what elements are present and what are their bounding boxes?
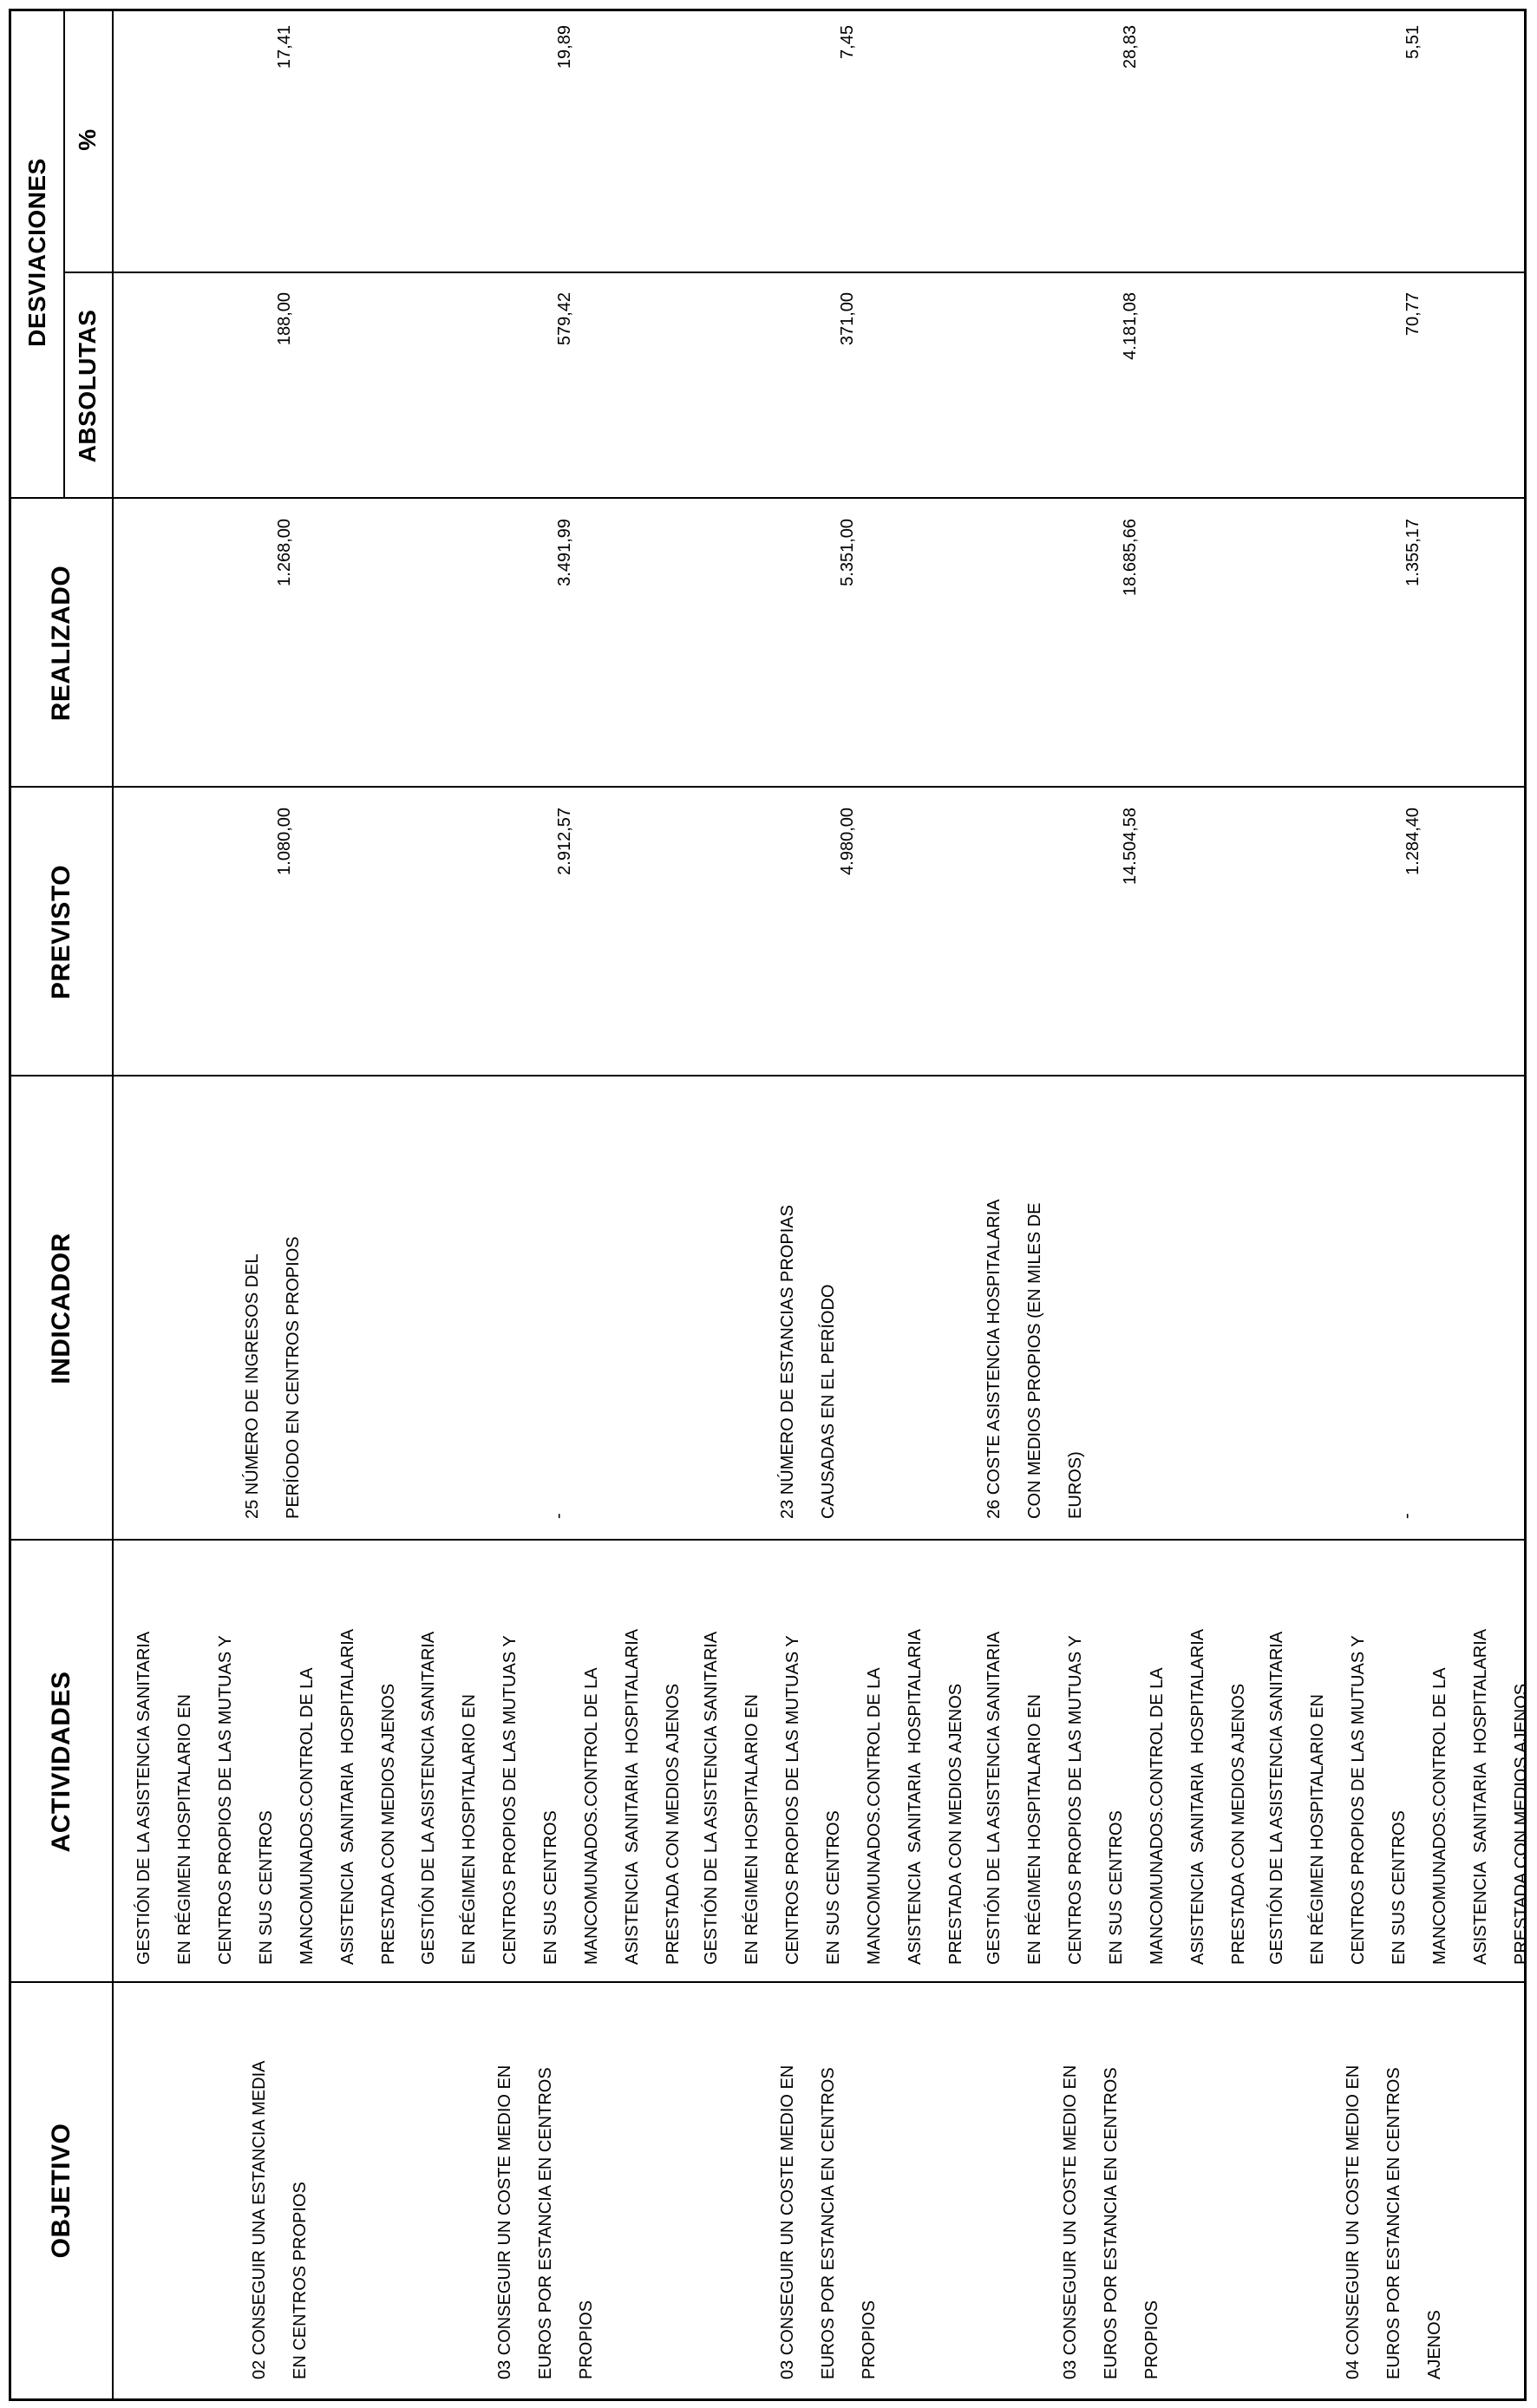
previsto-cell: 14.504,58 xyxy=(1121,808,1140,885)
indicador-cell: - xyxy=(1397,1513,1416,1519)
actividades-cell: GESTIÓN DE LA ASISTENCIA SANITARIA EN RÉGIMEN HOSPITALARIO EN CENTROS PROPIOS DE LAS MUTUAS Y EN SUS CENTROS MANCOMUNADOS.CONTROL DE LA ASISTENCIA SANITARIA HOSPITALARIA PRESTADA CON MEDIOS AJENOS xyxy=(702,1628,965,1965)
porcentaje-cell: 17,41 xyxy=(275,25,294,69)
header-previsto: PREVISTO xyxy=(47,864,75,1000)
absolutas-cell: 579,42 xyxy=(555,292,574,346)
indicador-cell: - xyxy=(549,1513,568,1519)
actividades-cell: GESTIÓN DE LA ASISTENCIA SANITARIA EN RÉGIMEN HOSPITALARIO EN CENTROS PROPIOS DE LAS MUTUAS Y EN SUS CENTROS MANCOMUNADOS.CONTROL DE LA ASISTENCIA SANITARIA HOSPITALARIA PRESTADA CON MEDIOS AJENOS xyxy=(984,1628,1248,1965)
porcentaje-cell: 28,83 xyxy=(1121,25,1140,69)
porcentaje-cell: 7,45 xyxy=(838,25,857,59)
column-divider xyxy=(11,497,1524,499)
previsto-cell: 2.912,57 xyxy=(555,808,574,875)
absolutas-cell: 4.181,08 xyxy=(1121,292,1140,360)
header-desviaciones: DESVIACIONES xyxy=(23,158,50,347)
porcentaje-cell: 19,89 xyxy=(555,25,574,69)
realizado-cell: 18.685,66 xyxy=(1121,519,1140,596)
absolutas-cell: 70,77 xyxy=(1403,292,1423,337)
absolutas-cell: 371,00 xyxy=(838,292,857,346)
actividades-cell: GESTIÓN DE LA ASISTENCIA SANITARIA EN RÉGIMEN HOSPITALARIO EN CENTROS PROPIOS DE LAS MUTUAS Y EN SUS CENTROS MANCOMUNADOS.CONTROL DE LA ASISTENCIA SANITARIA HOSPITALARIA PRESTADA CON MEDIOS AJENOS xyxy=(419,1628,683,1965)
header-divider xyxy=(112,11,114,2398)
previsto-cell: 1.080,00 xyxy=(275,808,294,875)
realizado-cell: 1.268,00 xyxy=(275,519,294,586)
column-divider xyxy=(11,786,1524,788)
realizado-cell: 3.491,99 xyxy=(555,519,574,586)
objetivo-cell: 04 CONSEGUIR UN COSTE MEDIO EN EUROS POR ESTANCIA EN CENTROS AJENOS xyxy=(1344,2064,1444,2379)
objetivo-cell: 03 CONSEGUIR UN COSTE MEDIO EN EUROS POR ESTANCIA EN CENTROS PROPIOS xyxy=(1061,2064,1161,2379)
desviaciones-divider xyxy=(63,11,65,499)
objetivo-cell: 03 CONSEGUIR UN COSTE MEDIO EN EUROS POR ESTANCIA EN CENTROS PROPIOS xyxy=(778,2064,879,2379)
porcentaje-cell: 5,51 xyxy=(1403,25,1423,59)
header-realizado: REALIZADO xyxy=(47,565,75,722)
header-porcentaje: % xyxy=(74,128,101,151)
realizado-cell: 1.355,17 xyxy=(1403,519,1423,586)
previsto-cell: 1.284,40 xyxy=(1403,808,1423,875)
header-objetivo: OBJETIVO xyxy=(47,2123,75,2259)
realizado-cell: 5.351,00 xyxy=(838,519,857,586)
absolutas-cell: 188,00 xyxy=(275,292,294,346)
header-indicador: INDICADOR xyxy=(47,1233,75,1384)
column-divider xyxy=(11,1981,1524,1983)
indicador-cell: 23 NÚMERO DE ESTANCIAS PROPIAS CAUSADAS EN EL PERÍODO xyxy=(778,1205,838,1519)
indicador-cell: 26 COSTE ASISTENCIA HOSPITALARIA CON MEDIOS PROPIOS (EN MILES DE EUROS) xyxy=(984,1199,1085,1519)
report-table xyxy=(9,9,1531,2401)
column-divider xyxy=(11,1539,1524,1541)
column-divider xyxy=(11,1075,1524,1076)
indicador-cell: 25 NÚMERO DE INGRESOS DEL PERÍODO EN CENTROS PROPIOS xyxy=(243,1236,303,1519)
actividades-cell: GESTIÓN DE LA ASISTENCIA SANITARIA EN RÉGIMEN HOSPITALARIO EN CENTROS PROPIOS DE LAS MUTUAS Y EN SUS CENTROS MANCOMUNADOS.CONTROL DE LA ASISTENCIA SANITARIA HOSPITALARIA PRESTADA CON MEDIOS AJENOS xyxy=(1267,1628,1531,1965)
objetivo-cell: 02 CONSEGUIR UNA ESTANCIA MEDIA EN CENTROS PROPIOS xyxy=(250,2060,310,2379)
header-actividades: ACTIVIDADES xyxy=(47,1671,75,1853)
previsto-cell: 4.980,00 xyxy=(838,808,857,875)
objetivo-cell: 03 CONSEGUIR UN COSTE MEDIO EN EUROS POR ESTANCIA EN CENTROS PROPIOS xyxy=(495,2064,596,2379)
header-absolutas: ABSOLUTAS xyxy=(74,309,101,463)
actividades-cell: GESTIÓN DE LA ASISTENCIA SANITARIA EN RÉGIMEN HOSPITALARIO EN CENTROS PROPIOS DE LAS MUTUAS Y EN SUS CENTROS MANCOMUNADOS.CONTROL DE LA ASISTENCIA SANITARIA HOSPITALARIA PRESTADA CON MEDIOS AJENOS xyxy=(134,1628,398,1965)
